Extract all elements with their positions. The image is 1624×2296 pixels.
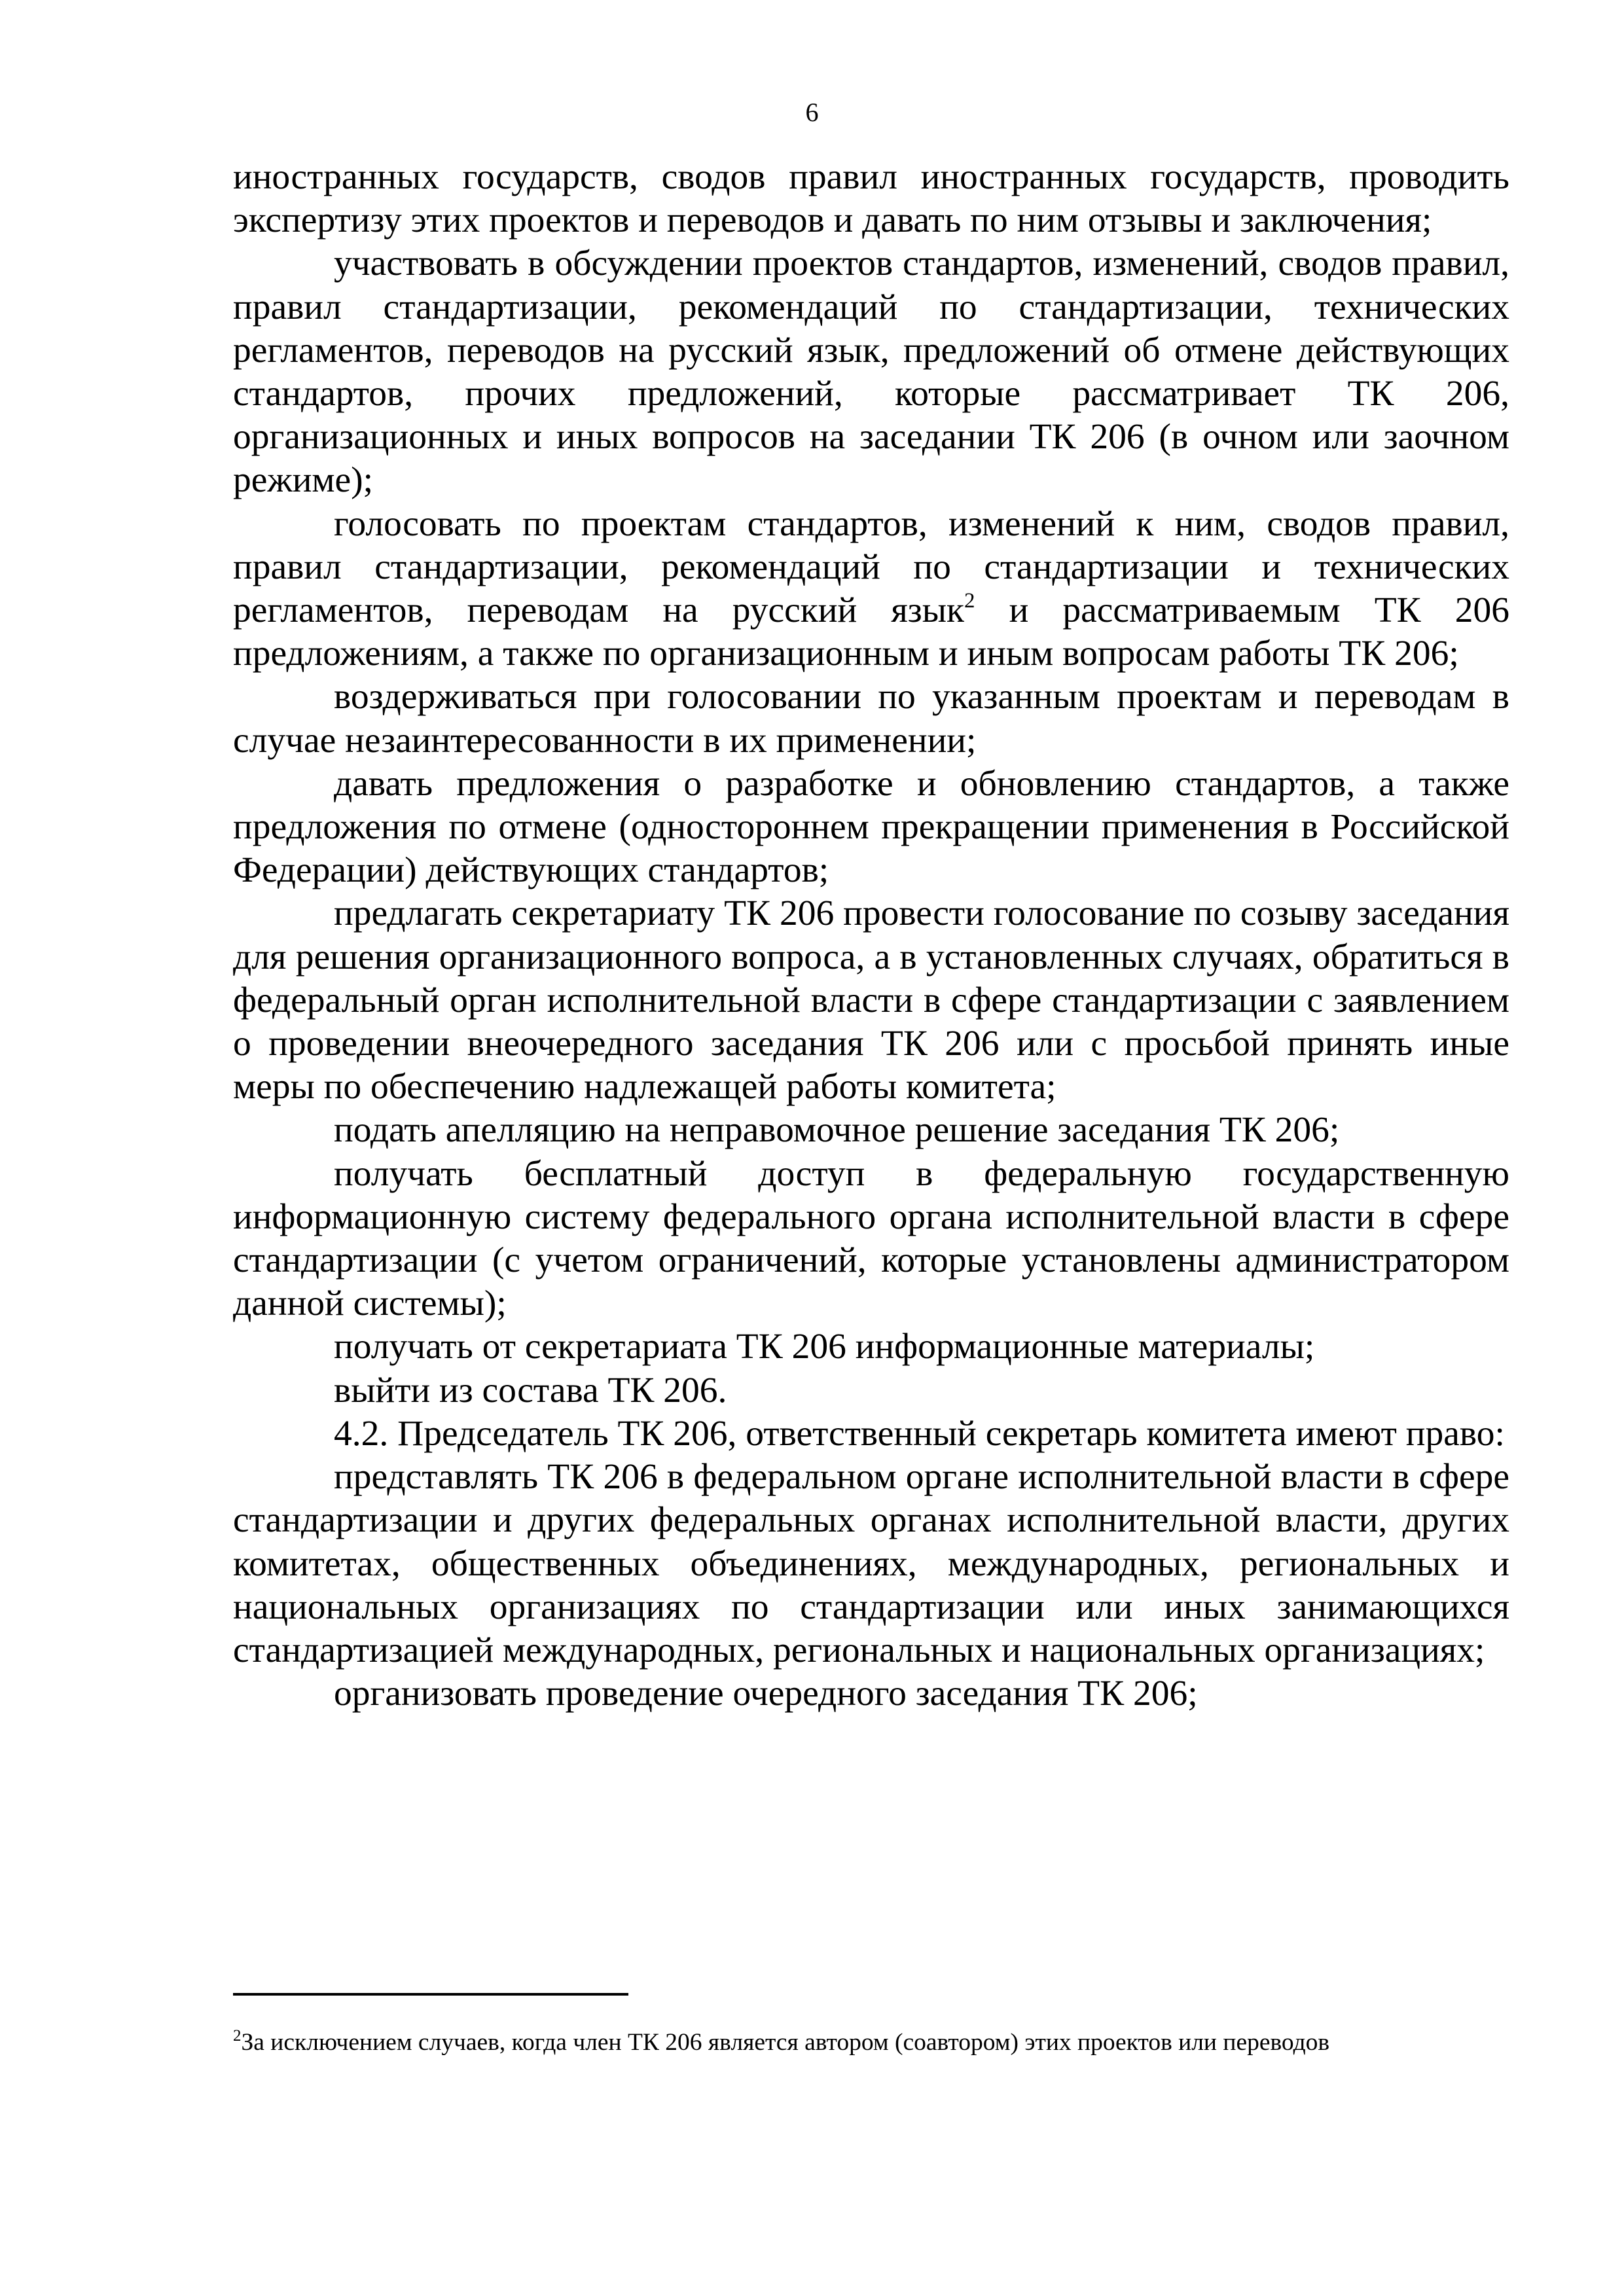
footnote-mark: 2 xyxy=(233,2027,242,2045)
page-number: 6 xyxy=(805,98,819,127)
paragraph-free-access: получать бесплатный доступ в федеральную государственную информационную систему федерального органа исполнительной власти в сфере стандартизации (с учетом ограничений, которые установлены администратором данной системы); xyxy=(233,1153,1509,1324)
paragraph-organize-meeting: организовать проведение очередного заседания ТК 206; xyxy=(334,1674,1198,1714)
paragraph-vote-text-before: голосовать по проектам стандартов, изменений к ним, сводов правил, правил стандартизации, рекомендаций по стандартизации и технических регламентов, переводам на русский язык xyxy=(233,503,1509,631)
footnote xyxy=(233,2028,1516,2058)
paragraph-participate-discussion: участвовать в обсуждении проектов стандартов, изменений, сводов правил, правил стандартизации, рекомендаций по стандартизации, технических регламентов, переводов на русский язык, предложений об отмене действующих стандартов, прочих предложений, которые рассматривает ТК 206, организационных и иных вопросов на заседании ТК 206 (в очном или заочном режиме); xyxy=(233,243,1509,501)
paragraph-vote xyxy=(233,503,1509,676)
document-body xyxy=(233,156,1509,1715)
paragraph-receive-materials: получать от секретариата ТК 206 информационные материалы; xyxy=(334,1327,1315,1367)
paragraph-proposals: давать предложения о разработке и обновлению стандартов, а также предложения по отмене (одностороннем прекращении применения в Российской Федерации) действующих стандартов; xyxy=(233,763,1509,891)
footnote-reference: 2 xyxy=(964,589,975,613)
paragraph-propose-secretariat: предлагать секретариату ТК 206 провести голосование по созыву заседания для решения организационного вопроса, а в установленных случаях, обратиться в федеральный орган исполнительной власти в сфере стандартизации с заявлением о проведении внеочередного заседания ТК 206 или с просьбой принять иные меры по обеспечению надлежащей работы комитета; xyxy=(233,893,1509,1107)
paragraph-appeal: подать апелляцию на неправомочное решение заседания ТК 206; xyxy=(334,1110,1340,1151)
section-heading-4-2: 4.2. Председатель ТК 206, ответственный секретарь комитета имеют право: xyxy=(334,1413,1505,1454)
paragraph-leave: выйти из состава ТК 206. xyxy=(334,1370,727,1410)
paragraph-continuation: иностранных государств, сводов правил иностранных государств, проводить экспертизу этих проектов и переводов и давать по ним отзывы и заключения; xyxy=(233,157,1509,241)
paragraph-abstain: воздерживаться при голосовании по указанным проектам и переводам в случае незаинтересованности в их применении; xyxy=(233,677,1509,761)
paragraph-represent: представлять ТК 206 в федеральном органе исполнительной власти в сфере стандартизации и других федеральных органах исполнительной власти, других комитетах, общественных объединениях, международных, региональных и национальных организациях по стандартизации или иных занимающихся стандартизацией международных, региональных и национальных организациях; xyxy=(233,1457,1509,1670)
footnote-separator xyxy=(233,1993,628,1996)
paragraph-vote-text-after: и рассматриваемым ТК 206 предложениям, а также по организационным и иным вопросам работы ТК 206; xyxy=(233,590,1509,674)
footnote-text: За исключением случаев, когда член ТК 206 является автором (соавтором) этих проектов или переводов xyxy=(241,2029,1330,2056)
